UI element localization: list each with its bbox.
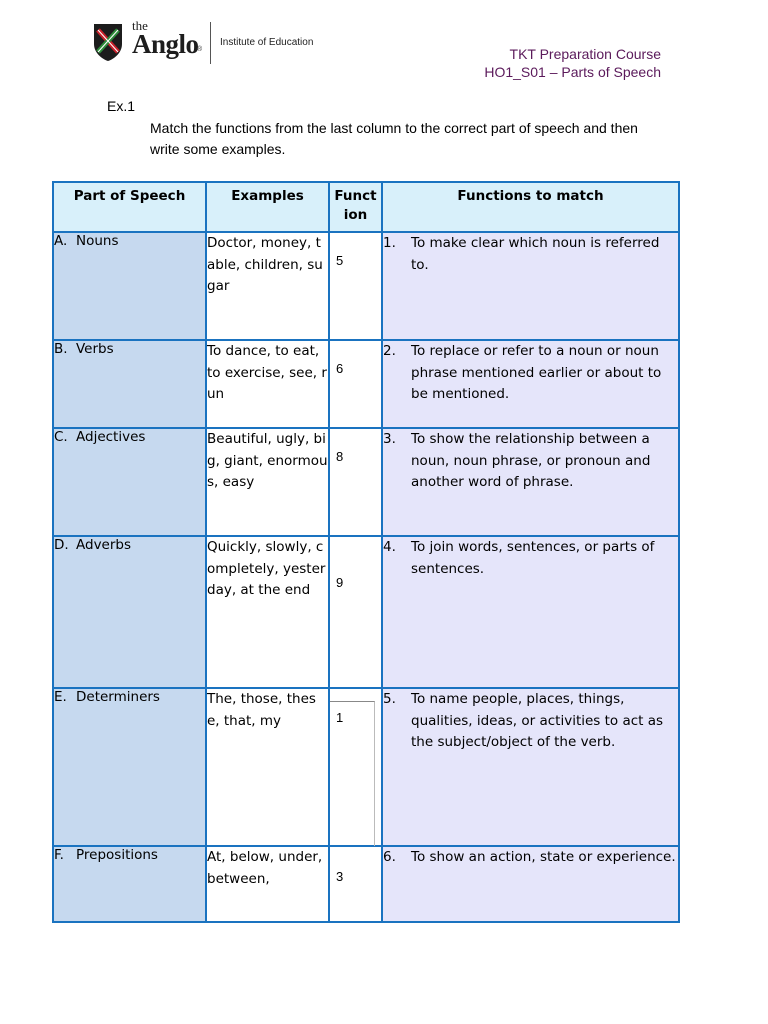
examples-cell[interactable]: Quickly, slowly, completely, yesterday, at the end [206,536,329,688]
function-text: To name people, places, things, qualities, ideas, or activities to act as the subject/object of the verb. [411,691,664,750]
examples-cell[interactable]: To dance, to eat, to exercise, see, run [206,340,329,428]
function-number: 3. [383,431,396,447]
table-row [53,536,679,688]
anglo-logo [92,20,342,68]
part-of-speech-cell [53,536,206,688]
header-examples: Examples [206,182,329,232]
function-answer[interactable]: 3 [336,869,344,884]
function-text: To join words, sentences, or parts of sentences. [411,539,655,577]
examples-cell[interactable]: The, those, these, that, my [206,688,329,846]
examples-cell[interactable]: Beautiful, ugly, big, giant, enormous, easy [206,428,329,536]
table-row [53,688,679,846]
row-letter: D. [54,537,69,553]
table-row [53,846,679,922]
header-function: Funct ion [329,182,382,232]
function-number: 1. [383,235,396,251]
function-text: To show an action, state or experience. [411,849,676,865]
logo-divider [210,22,211,64]
function-description-cell [382,428,679,536]
function-answer-input[interactable] [330,701,375,846]
function-answer-cell[interactable] [329,428,382,536]
function-answer[interactable]: 5 [336,253,344,268]
function-answer-cell[interactable] [329,846,382,922]
row-letter: E. [54,689,67,705]
part-of-speech-label: Verbs [76,341,114,357]
function-number: 4. [383,539,396,555]
course-title: TKT Preparation Course [509,46,661,62]
header-part-of-speech: Part of Speech [53,182,206,232]
function-answer-cell[interactable] [329,232,382,340]
function-number: 6. [383,849,396,865]
examples-cell[interactable]: At, below, under, between, [206,846,329,922]
function-answer[interactable]: 9 [336,575,344,590]
logo-tagline: Institute of Education [220,37,314,48]
function-text: To show the relationship between a noun, noun phrase, or pronoun and another word of phrase. [411,431,651,490]
table-row [53,428,679,536]
part-of-speech-label: Determiners [76,689,160,705]
function-answer-cell[interactable] [329,688,382,846]
examples-cell[interactable]: Doctor, money, table, children, sugar [206,232,329,340]
function-number: 5. [383,691,396,707]
function-text: To replace or refer to a noun or noun phrase mentioned earlier or about to be mentioned. [411,343,662,402]
table-header-row [53,182,679,232]
function-number: 2. [383,343,396,359]
header-functions-to-match: Functions to match [382,182,679,232]
function-description-cell [382,536,679,688]
function-description-cell [382,688,679,846]
function-answer[interactable]: 1 [336,710,344,725]
shield-crest-icon [92,22,124,62]
function-answer-cell[interactable] [329,340,382,428]
part-of-speech-cell [53,688,206,846]
document-header [484,45,661,81]
handout-title: HO1_S01 – Parts of Speech [484,64,661,80]
part-of-speech-cell [53,340,206,428]
table-row [53,232,679,340]
logo-small-text: the [132,18,148,33]
function-answer[interactable]: 6 [336,361,344,376]
row-letter: B. [54,341,68,357]
function-description-cell [382,340,679,428]
row-letter: F. [54,847,64,863]
exercise-label: Ex.1 [107,98,136,114]
function-description-cell [382,846,679,922]
part-of-speech-label: Nouns [76,233,119,249]
logo-registered-mark: ® [197,46,203,53]
parts-of-speech-table [52,181,680,923]
function-description-cell [382,232,679,340]
part-of-speech-label: Adverbs [76,537,132,553]
row-letter: A. [54,233,68,249]
part-of-speech-cell [53,846,206,922]
part-of-speech-cell [53,428,206,536]
part-of-speech-label: Adjectives [76,429,146,445]
exercise-instructions: Match the functions from the last column to the correct part of speech and then write some examples. [150,120,638,157]
function-answer[interactable]: 8 [336,449,344,464]
part-of-speech-label: Prepositions [76,847,158,863]
table-row [53,340,679,428]
row-letter: C. [54,429,68,445]
logo-name: Anglo [132,29,199,59]
function-answer-cell[interactable] [329,536,382,688]
function-text: To make clear which noun is referred to. [411,235,660,273]
part-of-speech-cell [53,232,206,340]
